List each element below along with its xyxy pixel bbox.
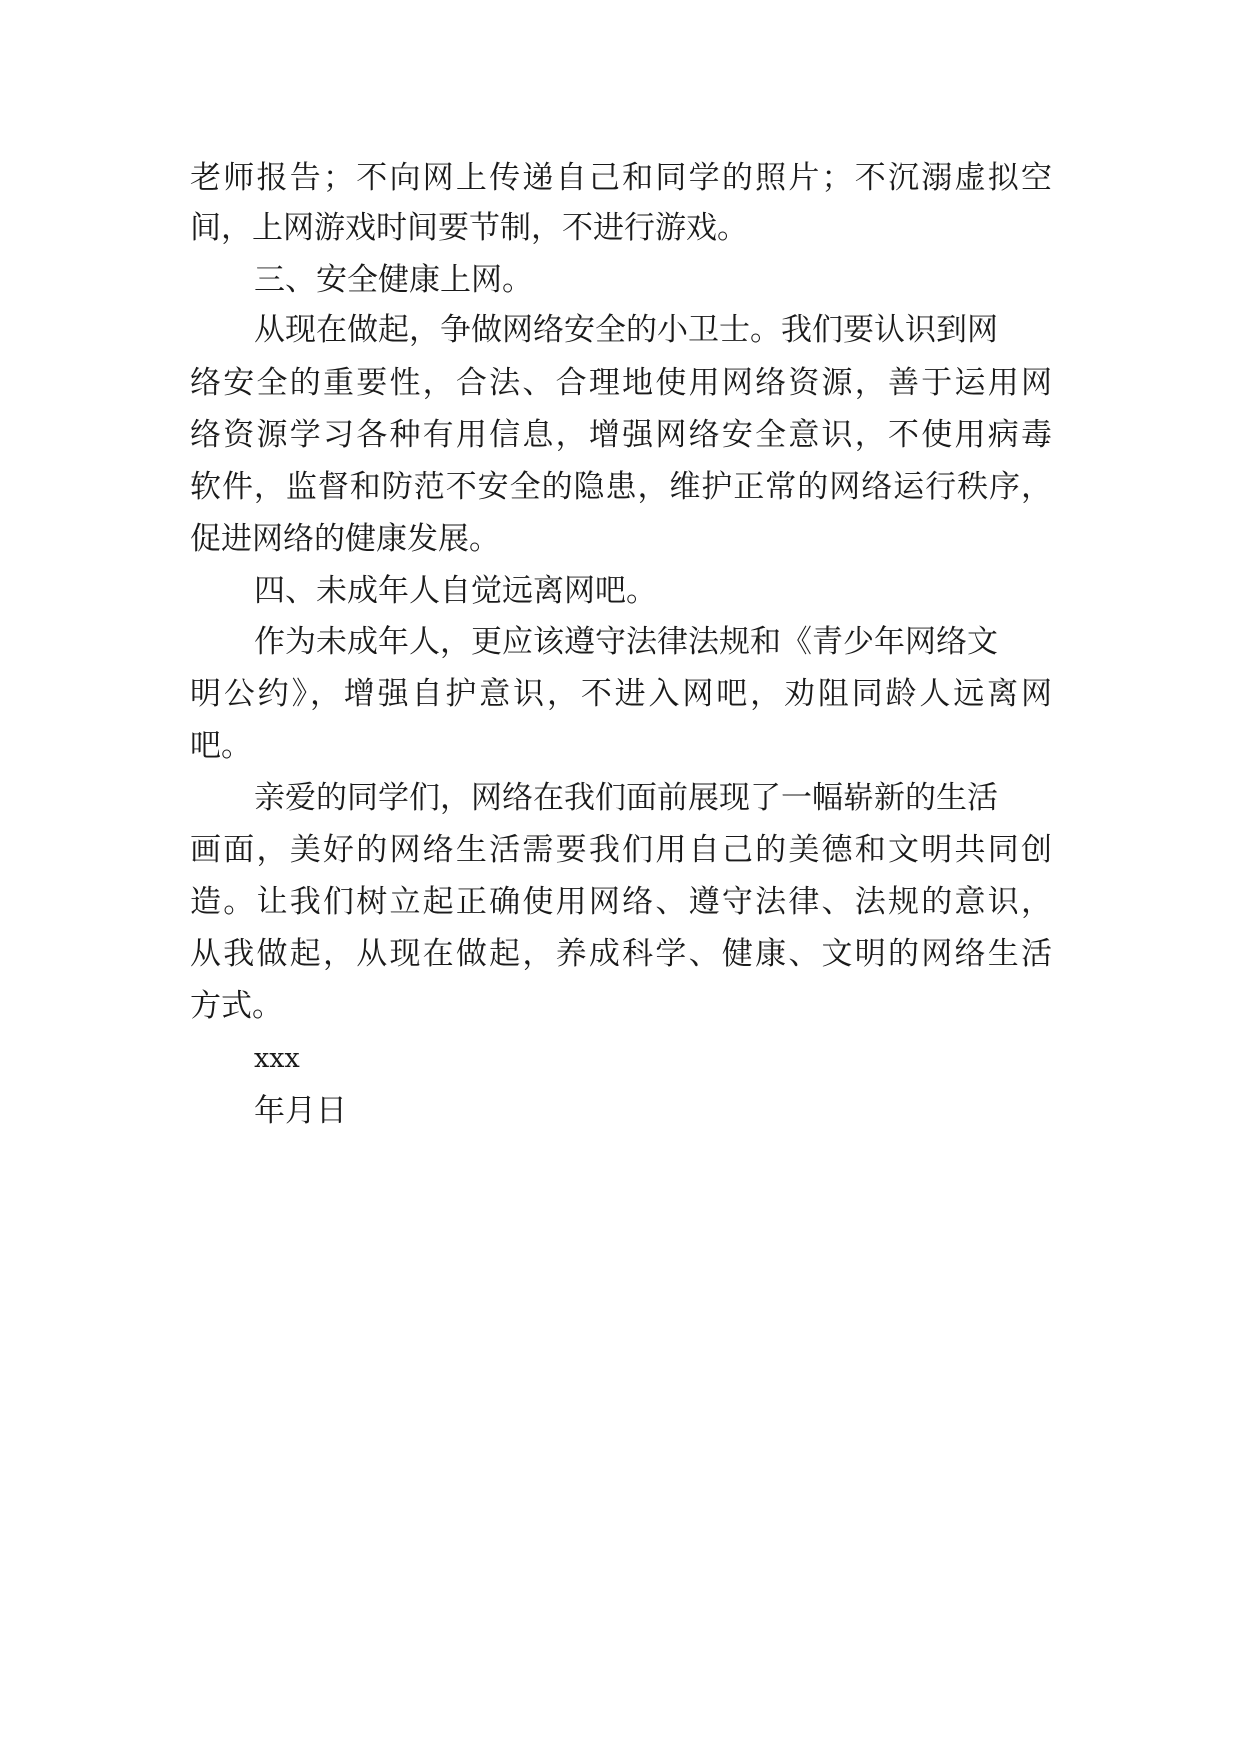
paragraph-line: 造。让我们树立起正确使用网络、遵守法律、法规的意识，: [190, 884, 1052, 920]
paragraph-line: 老师报告；不向网上传递自己和同学的照片；不沉溺虚拟空: [190, 160, 1052, 196]
paragraph-line: 方式。: [190, 988, 283, 1024]
section-heading: 四、未成年人自觉远离网吧。: [254, 573, 657, 609]
signature-date: 年月日: [254, 1093, 347, 1129]
paragraph-line: 画面，美好的网络生活需要我们用自己的美德和文明共同创: [190, 832, 1052, 868]
paragraph-line: 明公约》，增强自护意识，不进入网吧，劝阻同龄人远离网: [190, 676, 1052, 712]
paragraph-line: 促进网络的健康发展。: [190, 521, 500, 557]
paragraph-line: 作为未成年人，更应该遵守法律法规和《青少年网络文: [254, 624, 998, 660]
paragraph-line: 络资源学习各种有用信息，增强网络安全意识，不使用病毒: [190, 417, 1052, 453]
paragraph-line: 络安全的重要性，合法、合理地使用网络资源，善于运用网: [190, 365, 1052, 401]
paragraph-line: 吧。: [190, 728, 252, 764]
paragraph-line: 亲爱的同学们，网络在我们面前展现了一幅崭新的生活: [254, 780, 998, 816]
paragraph-line: 软件，监督和防范不安全的隐患，维护正常的网络运行秩序，: [190, 469, 1052, 505]
section-heading: 三、安全健康上网。: [254, 262, 533, 298]
paragraph-line: 从现在做起，争做网络安全的小卫士。我们要认识到网: [254, 312, 998, 348]
paragraph-line: 间，上网游戏时间要节制，不进行游戏。: [190, 210, 748, 246]
paragraph-line: 从我做起，从现在做起，养成科学、健康、文明的网络生活: [190, 936, 1052, 972]
signature-name: xxx: [254, 1043, 300, 1074]
